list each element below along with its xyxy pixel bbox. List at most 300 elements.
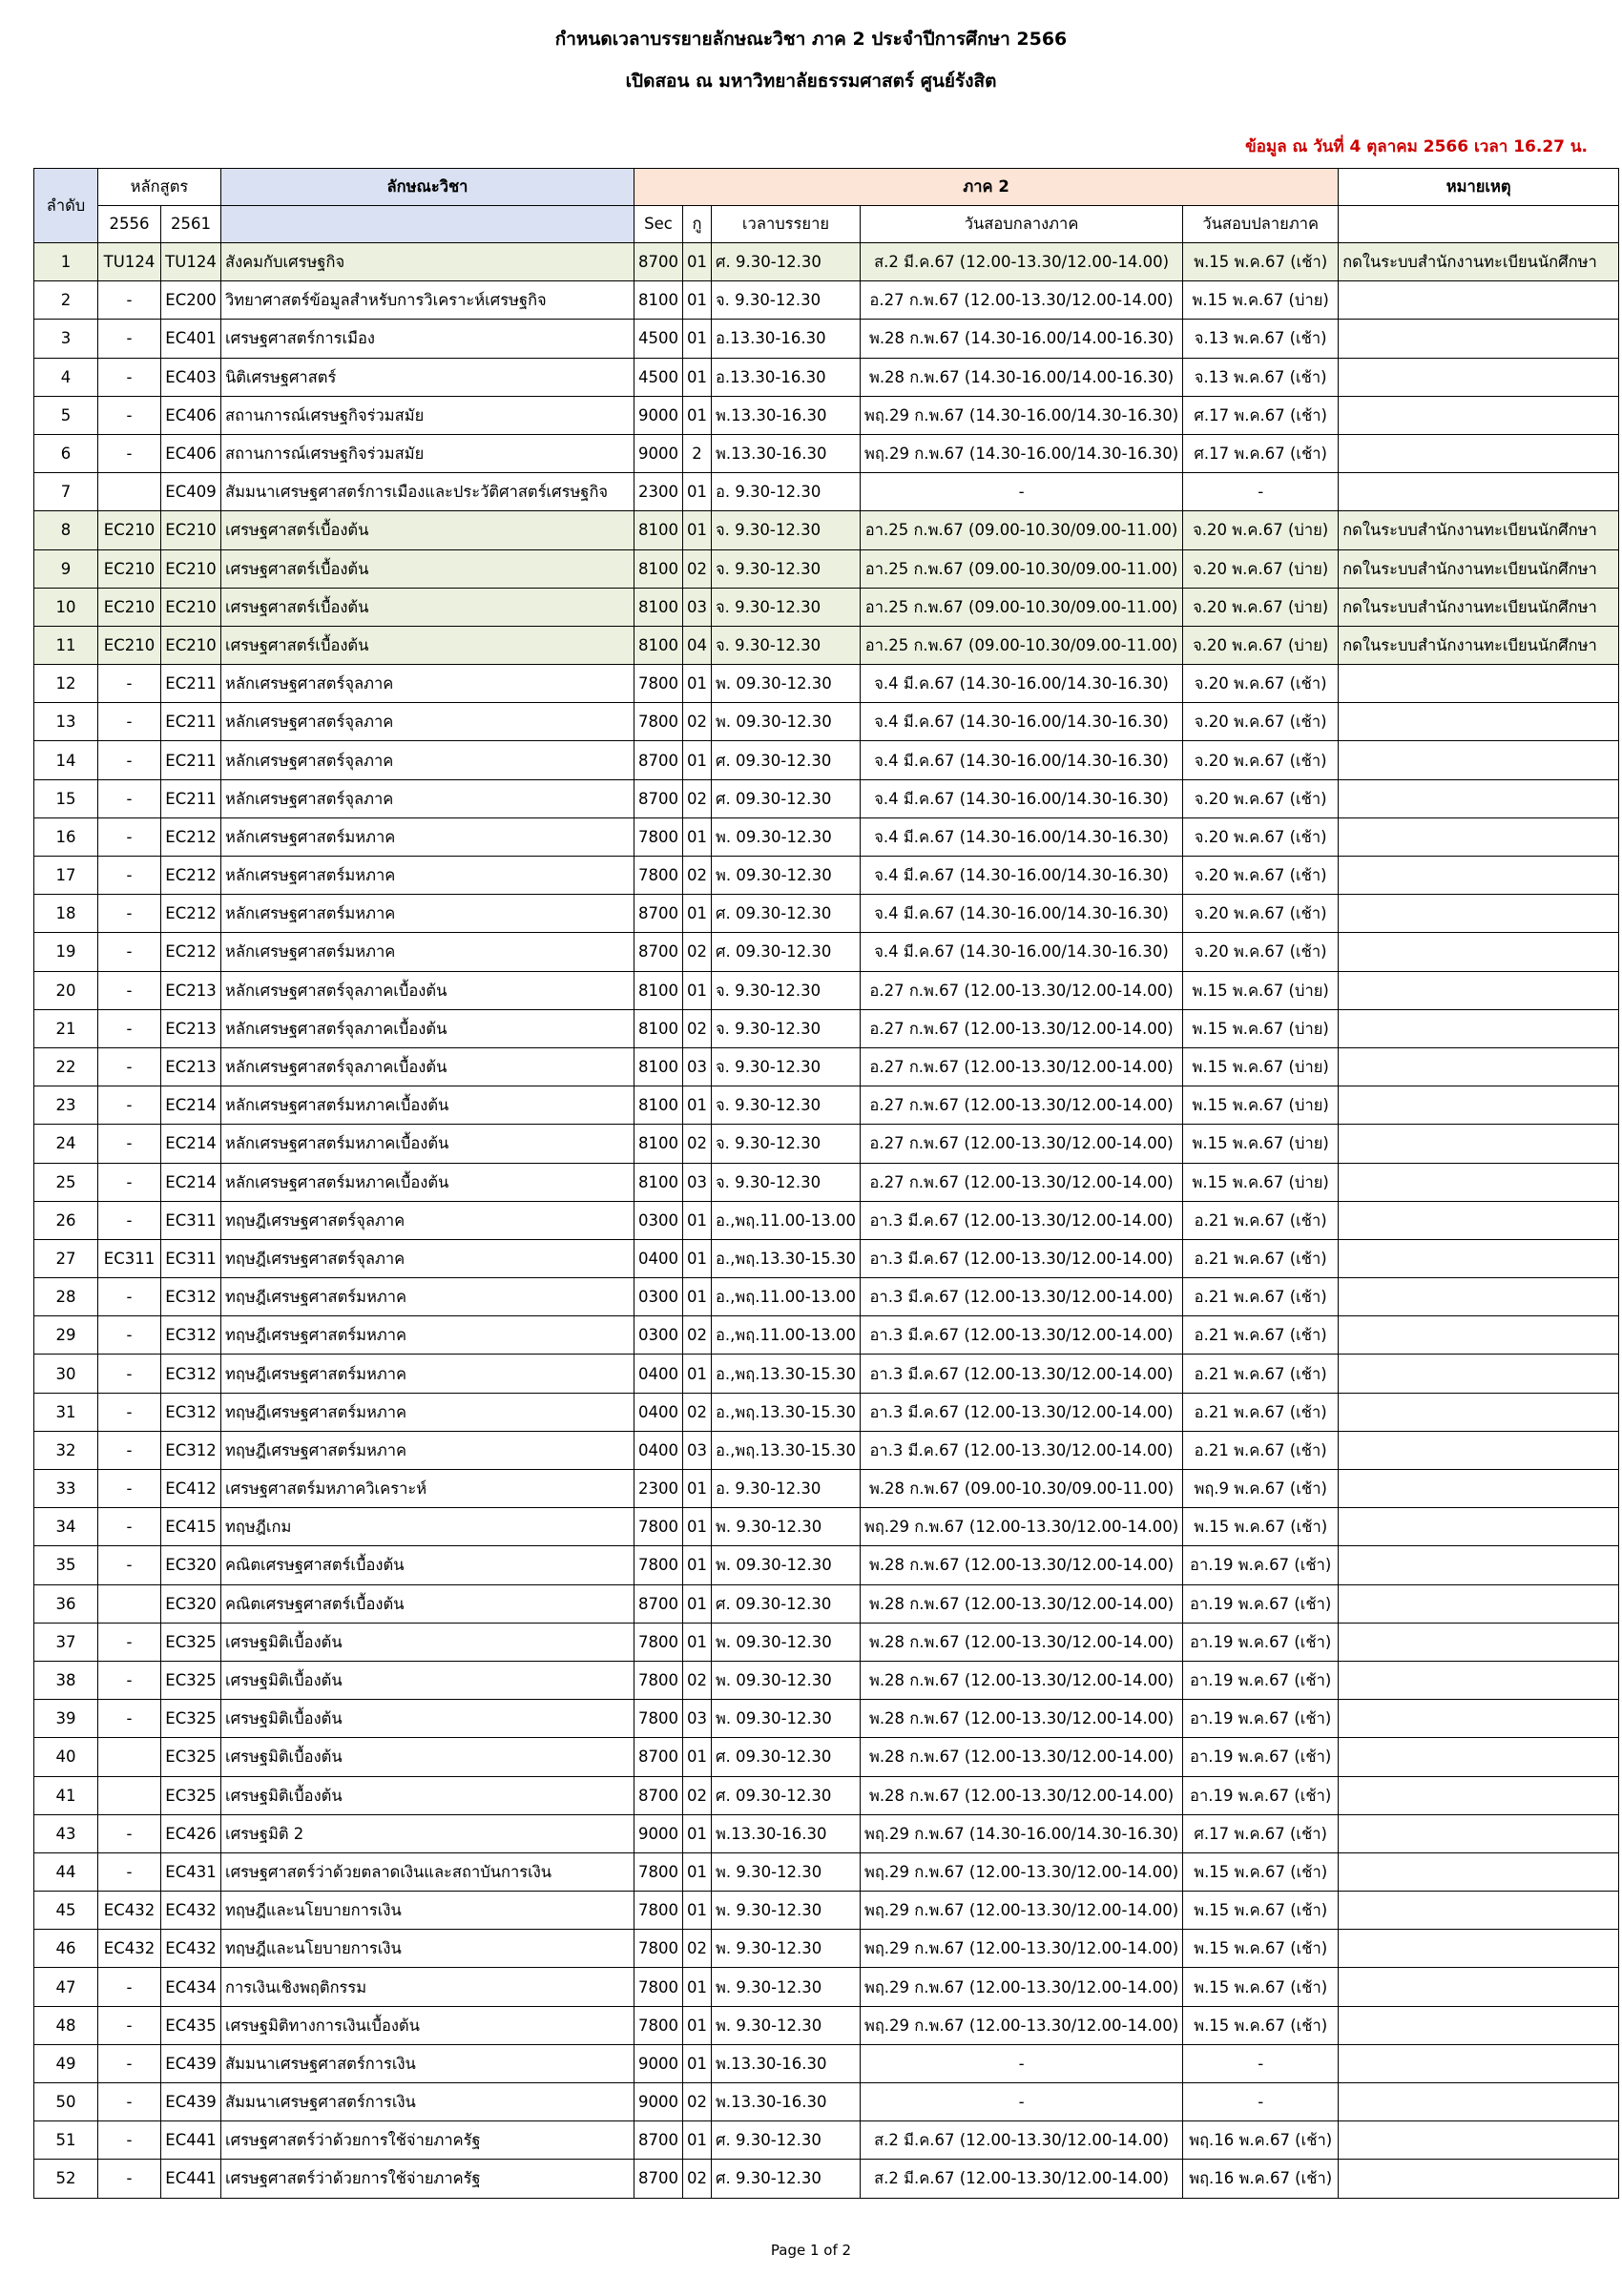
curriculum-2556: - bbox=[98, 281, 161, 320]
section: 9000 bbox=[634, 2044, 683, 2082]
curriculum-2561: EC210 bbox=[161, 549, 221, 588]
subject-name: หลักเศรษฐศาสตร์จุลภาคเบื้องต้น bbox=[221, 1047, 634, 1086]
table-row bbox=[34, 1086, 1619, 1125]
group: 01 bbox=[683, 665, 712, 703]
remark bbox=[1339, 817, 1619, 856]
midterm-date: อ.27 ก.พ.67 (12.00-13.30/12.00-14.00) bbox=[860, 1163, 1182, 1201]
header-sec: Sec bbox=[634, 206, 683, 243]
remark: กดในระบบสำนักงานทะเบียนนักศึกษา bbox=[1339, 549, 1619, 588]
group: 01 bbox=[683, 2044, 712, 2082]
final-date: อา.19 พ.ค.67 (เช้า) bbox=[1183, 1546, 1339, 1584]
curriculum-2556: - bbox=[98, 2044, 161, 2082]
section: 8700 bbox=[634, 243, 683, 281]
group: 03 bbox=[683, 588, 712, 626]
subject-name: ทฤษฎีเศรษฐศาสตร์มหภาค bbox=[221, 1393, 634, 1431]
table-row bbox=[34, 971, 1619, 1009]
remark bbox=[1339, 1700, 1619, 1738]
curriculum-2556: TU124 bbox=[98, 243, 161, 281]
midterm-date: พฤ.29 ก.พ.67 (12.00-13.30/12.00-14.00) bbox=[860, 1892, 1182, 1930]
final-date: พ.15 พ.ค.67 (บ่าย) bbox=[1183, 1086, 1339, 1125]
row-no: 50 bbox=[34, 2083, 98, 2121]
curriculum-2556: - bbox=[98, 1047, 161, 1086]
group: 01 bbox=[683, 473, 712, 511]
remark bbox=[1339, 1738, 1619, 1776]
curriculum-2556 bbox=[98, 473, 161, 511]
table-row bbox=[34, 779, 1619, 817]
curriculum-2556: - bbox=[98, 1470, 161, 1508]
lecture-time: พ. 9.30-12.30 bbox=[712, 2006, 861, 2044]
curriculum-2556: - bbox=[98, 1814, 161, 1852]
lecture-time: จ. 9.30-12.30 bbox=[712, 549, 861, 588]
curriculum-2561: EC212 bbox=[161, 817, 221, 856]
remark bbox=[1339, 665, 1619, 703]
remark bbox=[1339, 1316, 1619, 1355]
remark bbox=[1339, 1930, 1619, 1968]
curriculum-2556: - bbox=[98, 2006, 161, 2044]
final-date: พ.15 พ.ค.67 (เช้า) bbox=[1183, 1508, 1339, 1546]
curriculum-2556: EC432 bbox=[98, 1892, 161, 1930]
midterm-date: ส.2 มี.ค.67 (12.00-13.30/12.00-14.00) bbox=[860, 2160, 1182, 2198]
lecture-time: พ. 09.30-12.30 bbox=[712, 1661, 861, 1699]
group: 02 bbox=[683, 1776, 712, 1814]
table-row bbox=[34, 1125, 1619, 1163]
curriculum-2556: - bbox=[98, 1968, 161, 2006]
final-date: จ.20 พ.ค.67 (เช้า) bbox=[1183, 817, 1339, 856]
group: 01 bbox=[683, 358, 712, 396]
section: 8100 bbox=[634, 1163, 683, 1201]
group: 01 bbox=[683, 396, 712, 434]
curriculum-2561: EC212 bbox=[161, 933, 221, 971]
table-row bbox=[34, 1316, 1619, 1355]
lecture-time: พ. 09.30-12.30 bbox=[712, 817, 861, 856]
section: 0300 bbox=[634, 1201, 683, 1239]
group: 01 bbox=[683, 1968, 712, 2006]
subject-name: หลักเศรษฐศาสตร์มหภาคเบื้องต้น bbox=[221, 1125, 634, 1163]
curriculum-2556: - bbox=[98, 1508, 161, 1546]
curriculum-2561: EC431 bbox=[161, 1852, 221, 1891]
row-no: 6 bbox=[34, 434, 98, 472]
section: 0400 bbox=[634, 1431, 683, 1469]
table-row bbox=[34, 2160, 1619, 2198]
group: 01 bbox=[683, 1086, 712, 1125]
remark bbox=[1339, 971, 1619, 1009]
remark bbox=[1339, 2006, 1619, 2044]
section: 9000 bbox=[634, 2083, 683, 2121]
header-semester: ภาค 2 bbox=[634, 169, 1339, 206]
subject-name: หลักเศรษฐศาสตร์มหภาคเบื้องต้น bbox=[221, 1086, 634, 1125]
final-date: พ.15 พ.ค.67 (เช้า) bbox=[1183, 243, 1339, 281]
section: 7800 bbox=[634, 1661, 683, 1699]
group: 02 bbox=[683, 703, 712, 741]
header-2556: 2556 bbox=[98, 206, 161, 243]
remark bbox=[1339, 1508, 1619, 1546]
curriculum-2561: EC412 bbox=[161, 1470, 221, 1508]
remark: กดในระบบสำนักงานทะเบียนนักศึกษา bbox=[1339, 626, 1619, 664]
remark bbox=[1339, 396, 1619, 434]
row-no: 49 bbox=[34, 2044, 98, 2082]
curriculum-2561: EC211 bbox=[161, 665, 221, 703]
final-date: พ.15 พ.ค.67 (เช้า) bbox=[1183, 2006, 1339, 2044]
group: 02 bbox=[683, 857, 712, 895]
curriculum-2561: EC211 bbox=[161, 703, 221, 741]
group: 01 bbox=[683, 1852, 712, 1891]
group: 02 bbox=[683, 2160, 712, 2198]
row-no: 33 bbox=[34, 1470, 98, 1508]
subject-name: เศรษฐมิติเบื้องต้น bbox=[221, 1623, 634, 1661]
section: 8100 bbox=[634, 1125, 683, 1163]
lecture-time: จ. 9.30-12.30 bbox=[712, 1009, 861, 1047]
final-date: - bbox=[1183, 473, 1339, 511]
curriculum-2561: EC441 bbox=[161, 2121, 221, 2160]
subject-name: ทฤษฎีเศรษฐศาสตร์จุลภาค bbox=[221, 1239, 634, 1277]
header-no: ลำดับ bbox=[34, 169, 98, 243]
table-row bbox=[34, 1201, 1619, 1239]
row-no: 40 bbox=[34, 1738, 98, 1776]
remark bbox=[1339, 1584, 1619, 1623]
subject-name: เศรษฐมิติทางการเงินเบื้องต้น bbox=[221, 2006, 634, 2044]
remark bbox=[1339, 779, 1619, 817]
table-row bbox=[34, 1968, 1619, 2006]
curriculum-2561: EC320 bbox=[161, 1584, 221, 1623]
subject-name: เศรษฐมิติ 2 bbox=[221, 1814, 634, 1852]
midterm-date: พฤ.29 ก.พ.67 (12.00-13.30/12.00-14.00) bbox=[860, 1852, 1182, 1891]
section: 0400 bbox=[634, 1239, 683, 1277]
final-date: พ.15 พ.ค.67 (บ่าย) bbox=[1183, 1163, 1339, 1201]
table-row bbox=[34, 665, 1619, 703]
row-no: 43 bbox=[34, 1814, 98, 1852]
table-row bbox=[34, 2083, 1619, 2121]
lecture-time: อ.,พฤ.11.00-13.00 bbox=[712, 1316, 861, 1355]
row-no: 17 bbox=[34, 857, 98, 895]
row-no: 25 bbox=[34, 1163, 98, 1201]
final-date: จ.20 พ.ค.67 (บ่าย) bbox=[1183, 511, 1339, 549]
row-no: 37 bbox=[34, 1623, 98, 1661]
section: 0400 bbox=[634, 1355, 683, 1393]
row-no: 20 bbox=[34, 971, 98, 1009]
row-no: 30 bbox=[34, 1355, 98, 1393]
section: 8100 bbox=[634, 511, 683, 549]
lecture-time: พ. 9.30-12.30 bbox=[712, 1508, 861, 1546]
curriculum-2561: EC441 bbox=[161, 2160, 221, 2198]
midterm-date: พ.28 ก.พ.67 (14.30-16.00/14.00-16.30) bbox=[860, 358, 1182, 396]
group: 01 bbox=[683, 1239, 712, 1277]
curriculum-2561: EC212 bbox=[161, 895, 221, 933]
remark bbox=[1339, 2121, 1619, 2160]
subject-name: การเงินเชิงพฤติกรรม bbox=[221, 1968, 634, 2006]
midterm-date: อา.25 ก.พ.67 (09.00-10.30/09.00-11.00) bbox=[860, 549, 1182, 588]
subject-name: หลักเศรษฐศาสตร์มหภาค bbox=[221, 857, 634, 895]
lecture-time: พ. 9.30-12.30 bbox=[712, 1892, 861, 1930]
group: 01 bbox=[683, 971, 712, 1009]
subject-name: วิทยาศาสตร์ข้อมูลสำหรับการวิเคราะห์เศรษฐกิจ bbox=[221, 281, 634, 320]
curriculum-2561: EC432 bbox=[161, 1892, 221, 1930]
remark: กดในระบบสำนักงานทะเบียนนักศึกษา bbox=[1339, 588, 1619, 626]
remark bbox=[1339, 1047, 1619, 1086]
row-no: 23 bbox=[34, 1086, 98, 1125]
curriculum-2556: - bbox=[98, 1355, 161, 1393]
final-date: จ.20 พ.ค.67 (เช้า) bbox=[1183, 779, 1339, 817]
header-time: เวลาบรรยาย bbox=[712, 206, 861, 243]
section: 7800 bbox=[634, 1930, 683, 1968]
midterm-date: อ.27 ก.พ.67 (12.00-13.30/12.00-14.00) bbox=[860, 1125, 1182, 1163]
curriculum-2556 bbox=[98, 1776, 161, 1814]
section: 8700 bbox=[634, 2121, 683, 2160]
curriculum-2561: EC406 bbox=[161, 434, 221, 472]
lecture-time: ศ. 09.30-12.30 bbox=[712, 933, 861, 971]
lecture-time: พ. 09.30-12.30 bbox=[712, 1623, 861, 1661]
subject-name: เศรษฐศาสตร์เบื้องต้น bbox=[221, 511, 634, 549]
subject-name: ทฤษฎีและนโยบายการเงิน bbox=[221, 1892, 634, 1930]
group: 03 bbox=[683, 1700, 712, 1738]
remark bbox=[1339, 1623, 1619, 1661]
lecture-time: จ. 9.30-12.30 bbox=[712, 971, 861, 1009]
page-subtitle: เปิดสอน ณ มหาวิทยาลัยธรรมศาสตร์ ศูนย์รังสิต bbox=[625, 71, 997, 92]
lecture-time: ศ. 09.30-12.30 bbox=[712, 895, 861, 933]
table-row bbox=[34, 1239, 1619, 1277]
curriculum-2556: - bbox=[98, 358, 161, 396]
lecture-time: พ. 9.30-12.30 bbox=[712, 1968, 861, 2006]
section: 8100 bbox=[634, 588, 683, 626]
header-2561: 2561 bbox=[161, 206, 221, 243]
subject-name: เศรษฐศาสตร์ว่าด้วยตลาดเงินและสถาบันการเงิน bbox=[221, 1852, 634, 1891]
curriculum-2561: EC213 bbox=[161, 1009, 221, 1047]
section: 7800 bbox=[634, 2006, 683, 2044]
final-date: พฤ.16 พ.ค.67 (เช้า) bbox=[1183, 2160, 1339, 2198]
section: 8100 bbox=[634, 281, 683, 320]
remark bbox=[1339, 2083, 1619, 2121]
subject-name: หลักเศรษฐศาสตร์จุลภาค bbox=[221, 703, 634, 741]
lecture-time: ศ. 09.30-12.30 bbox=[712, 1738, 861, 1776]
midterm-date: พ.28 ก.พ.67 (12.00-13.30/12.00-14.00) bbox=[860, 1623, 1182, 1661]
midterm-date: - bbox=[860, 2083, 1182, 2121]
row-no: 28 bbox=[34, 1278, 98, 1316]
subject-name: หลักเศรษฐศาสตร์จุลภาค bbox=[221, 741, 634, 779]
curriculum-2556: - bbox=[98, 1546, 161, 1584]
group: 01 bbox=[683, 320, 712, 358]
lecture-time: จ. 9.30-12.30 bbox=[712, 1047, 861, 1086]
midterm-date: อา.25 ก.พ.67 (09.00-10.30/09.00-11.00) bbox=[860, 588, 1182, 626]
midterm-date: พ.28 ก.พ.67 (12.00-13.30/12.00-14.00) bbox=[860, 1546, 1182, 1584]
final-date: พ.15 พ.ค.67 (บ่าย) bbox=[1183, 1009, 1339, 1047]
midterm-date: ส.2 มี.ค.67 (12.00-13.30/12.00-14.00) bbox=[860, 2121, 1182, 2160]
final-date: พ.15 พ.ค.67 (เช้า) bbox=[1183, 1852, 1339, 1891]
table-row bbox=[34, 1738, 1619, 1776]
curriculum-2556 bbox=[98, 1584, 161, 1623]
header-group: กู bbox=[683, 206, 712, 243]
lecture-time: พ. 9.30-12.30 bbox=[712, 1852, 861, 1891]
curriculum-2561: EC401 bbox=[161, 320, 221, 358]
curriculum-2556: - bbox=[98, 1700, 161, 1738]
final-date: พ.15 พ.ค.67 (เช้า) bbox=[1183, 1968, 1339, 2006]
remark bbox=[1339, 1009, 1619, 1047]
final-date: อ.21 พ.ค.67 (เช้า) bbox=[1183, 1316, 1339, 1355]
table-row bbox=[34, 1700, 1619, 1738]
table-row bbox=[34, 1584, 1619, 1623]
group: 01 bbox=[683, 1201, 712, 1239]
curriculum-2561: EC211 bbox=[161, 779, 221, 817]
group: 03 bbox=[683, 1047, 712, 1086]
subject-name: หลักเศรษฐศาสตร์มหภาค bbox=[221, 933, 634, 971]
curriculum-2556: - bbox=[98, 1163, 161, 1201]
lecture-time: อ.13.30-16.30 bbox=[712, 358, 861, 396]
curriculum-2556: - bbox=[98, 2160, 161, 2198]
final-date: จ.20 พ.ค.67 (บ่าย) bbox=[1183, 626, 1339, 664]
subject-name: ทฤษฎีเกม bbox=[221, 1508, 634, 1546]
section: 4500 bbox=[634, 320, 683, 358]
subject-name: สังคมกับเศรษฐกิจ bbox=[221, 243, 634, 281]
curriculum-2561: EC325 bbox=[161, 1776, 221, 1814]
group: 01 bbox=[683, 1814, 712, 1852]
table-row bbox=[34, 1661, 1619, 1699]
header-subject: ลักษณะวิชา bbox=[221, 169, 634, 206]
group: 01 bbox=[683, 1470, 712, 1508]
lecture-time: อ.,พฤ.11.00-13.00 bbox=[712, 1278, 861, 1316]
curriculum-2561: EC211 bbox=[161, 741, 221, 779]
final-date: จ.20 พ.ค.67 (เช้า) bbox=[1183, 933, 1339, 971]
subject-name: ทฤษฎีเศรษฐศาสตร์มหภาค bbox=[221, 1355, 634, 1393]
midterm-date: อา.25 ก.พ.67 (09.00-10.30/09.00-11.00) bbox=[860, 626, 1182, 664]
subject-name: นิติเศรษฐศาสตร์ bbox=[221, 358, 634, 396]
midterm-date: พ.28 ก.พ.67 (12.00-13.30/12.00-14.00) bbox=[860, 1776, 1182, 1814]
group: 02 bbox=[683, 1316, 712, 1355]
midterm-date: พฤ.29 ก.พ.67 (12.00-13.30/12.00-14.00) bbox=[860, 1930, 1182, 1968]
curriculum-2561: EC213 bbox=[161, 971, 221, 1009]
lecture-time: จ. 9.30-12.30 bbox=[712, 626, 861, 664]
lecture-time: จ. 9.30-12.30 bbox=[712, 281, 861, 320]
group: 01 bbox=[683, 2006, 712, 2044]
curriculum-2561: EC312 bbox=[161, 1393, 221, 1431]
remark bbox=[1339, 1852, 1619, 1891]
row-no: 13 bbox=[34, 703, 98, 741]
row-no: 24 bbox=[34, 1125, 98, 1163]
lecture-time: ศ. 9.30-12.30 bbox=[712, 2160, 861, 2198]
curriculum-2556: EC210 bbox=[98, 626, 161, 664]
final-date: พ.15 พ.ค.67 (บ่าย) bbox=[1183, 1047, 1339, 1086]
lecture-time: อ. 9.30-12.30 bbox=[712, 473, 861, 511]
row-no: 32 bbox=[34, 1431, 98, 1469]
subject-name: หลักเศรษฐศาสตร์มหภาค bbox=[221, 895, 634, 933]
subject-name: เศรษฐมิติเบื้องต้น bbox=[221, 1738, 634, 1776]
remark bbox=[1339, 1546, 1619, 1584]
curriculum-2556: EC210 bbox=[98, 588, 161, 626]
section: 8100 bbox=[634, 549, 683, 588]
section: 8100 bbox=[634, 1047, 683, 1086]
table-row bbox=[34, 857, 1619, 895]
remark bbox=[1339, 358, 1619, 396]
row-no: 3 bbox=[34, 320, 98, 358]
lecture-time: จ. 9.30-12.30 bbox=[712, 511, 861, 549]
row-no: 48 bbox=[34, 2006, 98, 2044]
section: 8700 bbox=[634, 1738, 683, 1776]
midterm-date: พฤ.29 ก.พ.67 (14.30-16.00/14.30-16.30) bbox=[860, 396, 1182, 434]
final-date: อา.19 พ.ค.67 (เช้า) bbox=[1183, 1738, 1339, 1776]
lecture-time: ศ. 09.30-12.30 bbox=[712, 741, 861, 779]
lecture-time: จ. 9.30-12.30 bbox=[712, 1163, 861, 1201]
table-row bbox=[34, 1278, 1619, 1316]
table-row bbox=[34, 243, 1619, 281]
midterm-date: จ.4 มี.ค.67 (14.30-16.00/14.30-16.30) bbox=[860, 665, 1182, 703]
section: 8700 bbox=[634, 895, 683, 933]
final-date: อ.21 พ.ค.67 (เช้า) bbox=[1183, 1278, 1339, 1316]
table-row bbox=[34, 358, 1619, 396]
row-no: 41 bbox=[34, 1776, 98, 1814]
group: 01 bbox=[683, 1738, 712, 1776]
final-date: อา.19 พ.ค.67 (เช้า) bbox=[1183, 1661, 1339, 1699]
curriculum-2561: EC439 bbox=[161, 2083, 221, 2121]
row-no: 21 bbox=[34, 1009, 98, 1047]
table-row bbox=[34, 1546, 1619, 1584]
midterm-date: อา.3 มี.ค.67 (12.00-13.30/12.00-14.00) bbox=[860, 1239, 1182, 1277]
midterm-date: อ.27 ก.พ.67 (12.00-13.30/12.00-14.00) bbox=[860, 1009, 1182, 1047]
section: 8700 bbox=[634, 1776, 683, 1814]
subject-name: สัมมนาเศรษฐศาสตร์การเงิน bbox=[221, 2083, 634, 2121]
lecture-time: ศ. 09.30-12.30 bbox=[712, 1776, 861, 1814]
curriculum-2561: EC214 bbox=[161, 1086, 221, 1125]
lecture-time: อ.,พฤ.11.00-13.00 bbox=[712, 1201, 861, 1239]
final-date: อ.21 พ.ค.67 (เช้า) bbox=[1183, 1239, 1339, 1277]
group: 01 bbox=[683, 1546, 712, 1584]
lecture-time: อ. 9.30-12.30 bbox=[712, 1470, 861, 1508]
row-no: 16 bbox=[34, 817, 98, 856]
subject-name: สถานการณ์เศรษฐกิจร่วมสมัย bbox=[221, 434, 634, 472]
row-no: 22 bbox=[34, 1047, 98, 1086]
lecture-time: จ. 9.30-12.30 bbox=[712, 1086, 861, 1125]
table-row bbox=[34, 2044, 1619, 2082]
remark bbox=[1339, 1814, 1619, 1852]
curriculum-2556: - bbox=[98, 1393, 161, 1431]
final-date: ศ.17 พ.ค.67 (เช้า) bbox=[1183, 1814, 1339, 1852]
table-row bbox=[34, 741, 1619, 779]
final-date: จ.20 พ.ค.67 (เช้า) bbox=[1183, 703, 1339, 741]
group: 02 bbox=[683, 1930, 712, 1968]
final-date: พฤ.16 พ.ค.67 (เช้า) bbox=[1183, 2121, 1339, 2160]
section: 0300 bbox=[634, 1316, 683, 1355]
subject-name: สัมมนาเศรษฐศาสตร์การเงิน bbox=[221, 2044, 634, 2082]
remark bbox=[1339, 1393, 1619, 1431]
row-no: 45 bbox=[34, 1892, 98, 1930]
remark bbox=[1339, 1892, 1619, 1930]
final-date: อ.21 พ.ค.67 (เช้า) bbox=[1183, 1393, 1339, 1431]
row-no: 8 bbox=[34, 511, 98, 549]
table-row bbox=[34, 626, 1619, 664]
curriculum-2556: - bbox=[98, 320, 161, 358]
lecture-time: ศ. 09.30-12.30 bbox=[712, 1584, 861, 1623]
curriculum-2556: - bbox=[98, 1201, 161, 1239]
table-row bbox=[34, 1470, 1619, 1508]
table-row bbox=[34, 1163, 1619, 1201]
section: 8700 bbox=[634, 1584, 683, 1623]
curriculum-2556: - bbox=[98, 971, 161, 1009]
group: 03 bbox=[683, 1163, 712, 1201]
header-note-blank bbox=[1339, 206, 1619, 243]
lecture-time: พ. 09.30-12.30 bbox=[712, 1700, 861, 1738]
row-no: 26 bbox=[34, 1201, 98, 1239]
subject-name: เศรษฐศาสตร์ว่าด้วยการใช้จ่ายภาครัฐ bbox=[221, 2121, 634, 2160]
midterm-date: พฤ.29 ก.พ.67 (14.30-16.00/14.30-16.30) bbox=[860, 434, 1182, 472]
midterm-date: พฤ.29 ก.พ.67 (12.00-13.30/12.00-14.00) bbox=[860, 2006, 1182, 2044]
lecture-time: อ.13.30-16.30 bbox=[712, 320, 861, 358]
header-final: วันสอบปลายภาค bbox=[1183, 206, 1339, 243]
table-row bbox=[34, 473, 1619, 511]
curriculum-2556: - bbox=[98, 857, 161, 895]
midterm-date: จ.4 มี.ค.67 (14.30-16.00/14.30-16.30) bbox=[860, 857, 1182, 895]
group: 02 bbox=[683, 933, 712, 971]
section: 8700 bbox=[634, 779, 683, 817]
subject-name: ทฤษฎีเศรษฐศาสตร์จุลภาค bbox=[221, 1201, 634, 1239]
curriculum-2561: EC435 bbox=[161, 2006, 221, 2044]
group: 01 bbox=[683, 1508, 712, 1546]
lecture-time: ศ. 9.30-12.30 bbox=[712, 243, 861, 281]
